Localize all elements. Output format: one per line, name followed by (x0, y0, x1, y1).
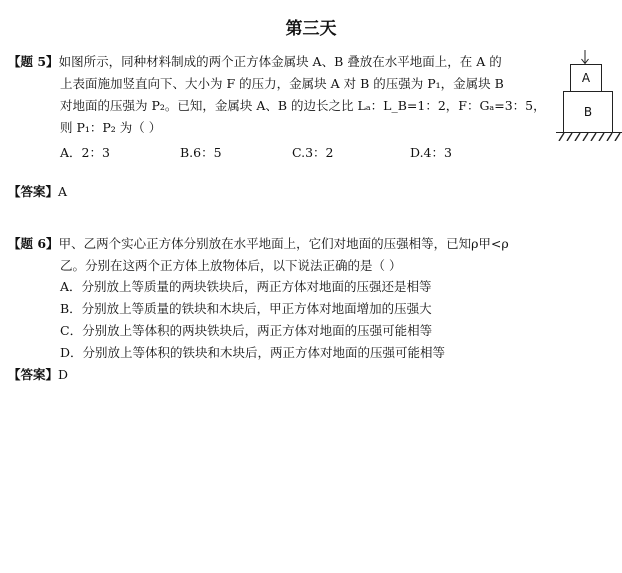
question-6-option-b: B．分别放上等质量的铁块和木块后，甲正方体对地面增加的压强大 (60, 301, 432, 316)
question-6-text-1: 甲、乙两个实心正方体分别放在水平地面上，它们对地面的压强相等，已知ρ甲<ρ (58, 236, 509, 251)
question-6-option-a: A．分别放上等质量的两块铁块后，两正方体对地面的压强还是相等 (60, 279, 432, 294)
question-6-option-d: D．分别放上等体积的铁块和木块后，两正方体对地面的压强可能相等 (60, 345, 446, 360)
question-5-label: 【题 5】 (8, 54, 59, 69)
question-5-line-3: 对地面的压强为 P₂。已知，金属块 A、B 的边长之比 Lₐ：L_B=1：2，F：Gₐ=3：5， (60, 98, 546, 113)
question-5-line-1 (8, 54, 502, 70)
ground-hatch (556, 133, 622, 141)
question-6-label: 【题 6】 (8, 236, 59, 251)
answer-5-value: A (58, 184, 68, 199)
question-5-option-a: A．2：3 (60, 145, 110, 160)
question-5-option-c: C.3：2 (292, 145, 334, 160)
question-6-line-1 (8, 236, 509, 252)
question-5-text-1: 如图所示，同种材料制成的两个正方体金属块 A、B 叠放在水平地面上，在 A 的 (58, 54, 502, 69)
question-6-line-2: 乙。分别在这两个正方体上放物体后，以下说法正确的是（ ） (60, 258, 402, 273)
answer-6-value: D (58, 367, 69, 382)
block-b: B (563, 91, 613, 133)
answer-6 (8, 367, 68, 383)
page-title: 第三天 (285, 19, 337, 39)
answer-5-label: 【答案】 (8, 184, 59, 199)
question-5-line-2: 上表面施加竖直向下、大小为 F 的压力，金属块 A 对 B 的压强为 P₁，金属块 B (60, 76, 504, 91)
question-5-line-4: 则 P₁：P₂ 为（ ） (60, 120, 162, 135)
question-6-option-c: C．分别放上等体积的两块铁块后，两正方体对地面的压强可能相等 (60, 323, 433, 338)
question-5-option-d: D.4：3 (410, 145, 452, 160)
question-5-figure (556, 50, 622, 146)
question-5-option-b: B.6：5 (180, 145, 222, 160)
block-a: A (570, 64, 602, 92)
answer-5 (8, 184, 67, 200)
force-arrow-icon (580, 50, 590, 64)
answer-6-label: 【答案】 (8, 367, 59, 382)
